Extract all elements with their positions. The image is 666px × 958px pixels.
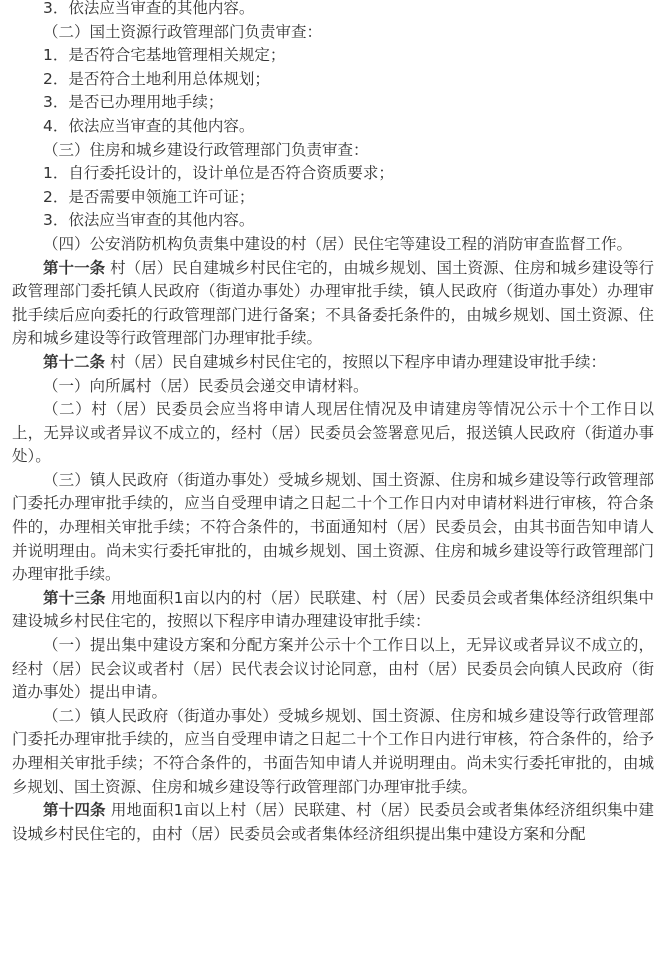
article-number: 第十四条 xyxy=(43,801,106,820)
paragraph: （二）镇人民政府（街道办事处）受城乡规划、国土资源、住房和城乡建设等行政管理部门委托办理审批手续的，应当自受理申请之日起二十个工作日内进行审核，符合条件的，给予办理相关审批手续；不符合条件的，书面告知申请人并说明理由。尚未实行委托审批的，由城乡规划、国土资源、住房和城乡建设等行政管理部门办理审批手续。 xyxy=(12,706,654,796)
paragraph: 1．自行委托设计的，设计单位是否符合资质要求； xyxy=(43,164,394,183)
paragraph: （三）镇人民政府（街道办事处）受城乡规划、国土资源、住房和城乡建设等行政管理部门委托办理审批手续的，应当自受理申请之日起二十个工作日内对申请材料进行审核，符合条件的，办理相关审批手续；不符合条件的，书面通知村（居）民委员会，由其书面告知申请人并说明理由。尚未实行委托审批的，由城乡规划、国土资源、住房和城乡建设等行政管理部门办理审批手续。 xyxy=(12,470,654,584)
paragraph: 2．是否需要申领施工许可证； xyxy=(43,187,255,206)
paragraph: 1．是否符合宅基地管理相关规定； xyxy=(43,46,286,65)
paragraph: 3．是否已办理用地手续； xyxy=(43,93,224,112)
paragraph: 4．依法应当审查的其他内容。 xyxy=(43,116,255,135)
paragraph: 3．依法应当审查的其他内容。 xyxy=(43,211,255,230)
article-paragraph: 第十四条 用地面积1亩以上村（居）民联建、村（居）民委员会或者集体经济组织集中建设城乡村民住宅的，由村（居）民委员会或者集体经济组织提出集中建设方案和分配 xyxy=(12,801,654,843)
paragraph: 3．依法应当审查的其他内容。 xyxy=(43,0,255,17)
paragraph: （三）住房和城乡建设行政管理部门负责审查： xyxy=(43,140,369,159)
paragraph: （二）村（居）民委员会应当将申请人现居住情况及申请建房等情况公示十个工作日以上，无异议或者异议不成立的，经村（居）民委员会签署意见后，报送镇人民政府（街道办事处）。 xyxy=(12,400,654,466)
paragraph: （四）公安消防机构负责集中建设的村（居）民住宅等建设工程的消防审查监督工作。 xyxy=(43,234,633,253)
paragraph: 2．是否符合土地利用总体规划； xyxy=(43,69,270,88)
paragraph: （一）向所属村（居）民委员会递交申请材料。 xyxy=(43,376,369,395)
article-number: 第十三条 xyxy=(43,588,106,607)
article-paragraph: 第十一条 村（居）民自建城乡村民住宅的，由城乡规划、国土资源、住房和城乡建设等行政管理部门委托镇人民政府（街道办事处）办理审批手续，镇人民政府（街道办事处）办理审批手续后应向委托的行政管理部门进行备案；不具备委托条件的，由城乡规划、国土资源、住房和城乡建设等行政管理部门办理审批手续。 xyxy=(12,258,654,348)
paragraph: （一）提出集中建设方案和分配方案并公示十个工作日以上，无异议或者异议不成立的，经村（居）民会议或者村（居）民代表会议讨论同意，由村（居）民委员会向镇人民政府（街道办事处）提出申请。 xyxy=(12,636,654,702)
article-paragraph: 第十二条 村（居）民自建城乡村民住宅的，按照以下程序申请办理建设审批手续： xyxy=(43,352,606,371)
article-paragraph: 第十三条 用地面积1亩以内的村（居）民联建、村（居）民委员会或者集体经济组织集中建设城乡村民住宅的，按照以下程序申请办理建设审批手续： xyxy=(12,588,654,631)
article-number: 第十二条 xyxy=(43,352,106,371)
paragraph: （二）国土资源行政管理部门负责审查： xyxy=(43,22,323,41)
article-number: 第十一条 xyxy=(43,258,106,277)
